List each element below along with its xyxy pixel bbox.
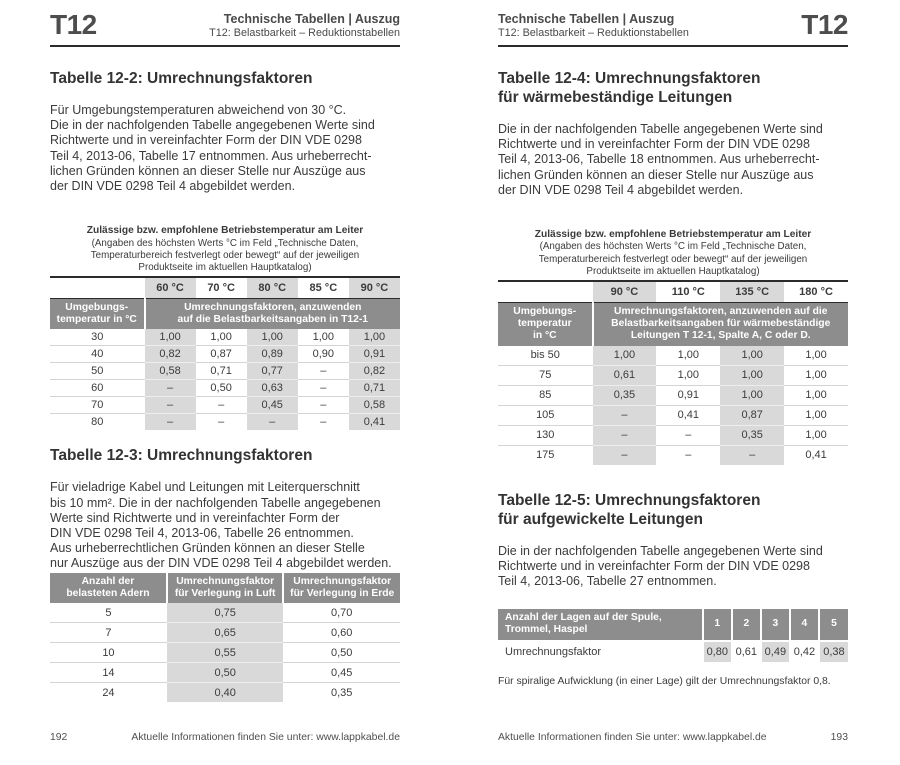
table-cell: 1,00: [720, 365, 784, 385]
table-cell: –: [593, 425, 657, 445]
table-body: [498, 641, 848, 662]
table-cell: 0,87: [196, 346, 247, 363]
table-row: [50, 643, 400, 663]
table-caption-bold: Zulässige bzw. empfohlene Betriebstemperatur am Leiter: [534, 229, 812, 241]
table-cell: 60: [50, 380, 145, 397]
table-caption-detail: (Angaben des höchsten Werts °C im Feld „Technische Daten, Temperaturbereich festverlegt oder bewegt“ auf der jeweiligen Produktseite im aktuellen Hauptkatalog): [538, 241, 808, 278]
table-cell: –: [298, 363, 349, 380]
section-body: Für Umgebungstemperaturen abweichend von 30 °C. Die in der nachfolgenden Tabelle angegebenen Werte sind Richtwerte und in vereinfachter Form der DIN VDE 0298 Teil 4, 2013-06, Tabelle 17 entnommen. Aus urheberrecht- lichen Gründen können an dieser Stelle nur Auszüge aus der DIN VDE 0298 Teil 4 abgebildet werden.: [50, 103, 375, 194]
table-cell: 0,65: [167, 623, 284, 643]
table-cell: 0,40: [167, 683, 284, 703]
table-cell: [50, 277, 145, 299]
table-body: [498, 346, 848, 465]
table-cell: 1,00: [784, 405, 848, 425]
table-cell: 175: [498, 445, 593, 465]
page-number: 193: [830, 732, 848, 743]
table-row: [50, 683, 400, 703]
table-cell: 70 °C: [196, 277, 247, 299]
page-footer: [498, 732, 848, 743]
section-table-12-3: [50, 446, 400, 702]
page-header: [498, 0, 848, 47]
column-header: Umrechnungsfaktor für Verlegung in Luft: [167, 573, 284, 604]
page-number: 192: [50, 732, 68, 743]
section-title: Tabelle 12-3: Umrechnungsfaktoren: [50, 447, 313, 465]
table-cell: 0,60: [283, 623, 400, 643]
table-cell: –: [247, 414, 298, 431]
table-cell: 80 °C: [247, 277, 298, 299]
table-cell: 0,49: [761, 641, 790, 662]
table-cell: 0,35: [593, 385, 657, 405]
row-header: Anzahl der Lagen auf der Spule, Trommel, Haspel: [498, 609, 703, 641]
table-cell: 0,50: [283, 643, 400, 663]
span-header: Umrechnungsfaktoren, anzuwenden auf die Belastbarkeitsangaben in T12-1: [145, 298, 401, 329]
table-cell: –: [196, 414, 247, 431]
page-right: [450, 0, 900, 765]
table-cell: 0,45: [283, 663, 400, 683]
table-note: Für spiralige Aufwicklung (in einer Lage) gilt der Umrechnungsfaktor 0,8.: [498, 675, 831, 687]
column-header: Umrechnungsfaktor für Verlegung in Erde: [283, 573, 400, 604]
table-cell: 1,00: [677, 349, 700, 362]
section-title: Tabelle 12-2: Umrechnungsfaktoren: [50, 70, 313, 87]
span-header: Umrechnungsfaktoren, anzuwenden auf die Belastbarkeitsangaben für wärmebeständige Leitungen T 12-1, Spalte A, C oder D.: [593, 302, 849, 345]
table-cell: 0,41: [656, 405, 720, 425]
table-head: [498, 281, 848, 346]
table-row: [498, 346, 848, 366]
table-cell: 0,80: [703, 641, 732, 662]
table-row: [50, 663, 400, 683]
table-cell: 60 °C: [145, 277, 196, 299]
table-cell: 1,00: [784, 425, 848, 445]
temperature-header-row: [50, 277, 400, 299]
table-cell: 1,00: [593, 346, 657, 366]
table-row: [50, 623, 400, 643]
table-12-4: [498, 280, 848, 465]
table-cell: bis 50: [530, 349, 560, 362]
header-text: [498, 10, 689, 40]
table-cell: 0,91: [349, 346, 400, 363]
table-cell: –: [298, 380, 349, 397]
table-cell: 1,00: [720, 385, 784, 405]
row-header: Umgebungs- temperatur in °C: [50, 298, 145, 329]
section-table-12-2: [50, 69, 400, 430]
column-header: 4: [790, 609, 819, 641]
header-title: Technische Tabellen | Auszug: [498, 12, 675, 26]
table-cell: 0,61: [732, 641, 761, 662]
table-cell: 80: [50, 414, 145, 431]
table-cell: –: [593, 405, 657, 425]
table-cell: 0,35: [720, 425, 784, 445]
table-cell: –: [145, 380, 196, 397]
table-cell: 0,38: [819, 641, 848, 662]
table-cell: 0,41: [784, 445, 848, 465]
table-cell: 90 °C: [349, 277, 400, 299]
table-cell: 0,89: [247, 346, 298, 363]
table-body: [50, 603, 400, 702]
footer-note: Aktuelle Informationen finden Sie unter: www.lappkabel.de: [498, 732, 767, 743]
table-caption-detail: (Angaben des höchsten Werts °C im Feld „Technische Daten, Temperaturbereich festverlegt oder bewegt“ auf der jeweiligen Produktseite im aktuellen Hauptkatalog): [90, 237, 360, 274]
table-cell: 0,45: [247, 397, 298, 414]
table-cell: 90 °C: [593, 281, 657, 303]
column-header: 3: [761, 609, 790, 641]
table-cell: 1,00: [145, 329, 196, 346]
section-title: Tabelle 12-5: Umrechnungsfaktoren für aufgewickelte Leitungen: [498, 491, 761, 528]
table-cell: –: [196, 397, 247, 414]
table-cell: 1,00: [784, 385, 848, 405]
section-body: Für vieladrige Kabel und Leitungen mit Leiterquerschnitt bis 10 mm². Die in der nachfolgenden Tabelle angegebenen Werte sind Richtwerte und in vereinfachter Form der DIN VDE 0298 Teil 4, 2013-06, Tabelle 26 entnommen. Aus urheberrechtlichen Gründen können an dieser Stelle nur Auszüge aus der DIN VDE 0298 Teil 4 abgebildet werden.: [50, 480, 392, 571]
table-12-5: [498, 609, 848, 662]
page-header: [50, 0, 400, 47]
section-body: Die in der nachfolgenden Tabelle angegebenen Werte sind Richtwerte und in vereinfachter Form der DIN VDE 0298 Teil 4, 2013-06, Tabelle 18 entnommen. Aus urheberrecht- lichen Gründen können an dieser Stelle nur Auszüge aus der DIN VDE 0298 Teil 4 abgebildet werden.: [498, 122, 823, 197]
table-row: [50, 603, 400, 623]
table-cell: 1,00: [349, 329, 400, 346]
table-head: [50, 277, 400, 330]
table-cell: –: [656, 425, 720, 445]
column-header: 1: [703, 609, 732, 641]
table-cell: 70: [50, 397, 145, 414]
table-12-2: [50, 276, 400, 431]
table-cell: 14: [50, 663, 167, 683]
table-row: [498, 445, 848, 465]
table-row: [498, 425, 848, 445]
table-cell: 24: [50, 683, 167, 703]
section-title: Tabelle 12-4: Umrechnungsfaktoren für wärmebeständige Leitungen: [498, 70, 761, 106]
table-cell: 0,41: [349, 414, 400, 431]
table-row: [50, 397, 400, 414]
table-cell: 0,70: [331, 606, 353, 619]
table-cell: 1,00: [784, 365, 848, 385]
section-table-12-5: [498, 491, 848, 688]
table-cell: 0,55: [167, 643, 284, 663]
table-head: [498, 609, 848, 641]
table-row: [50, 414, 400, 431]
table-cell: –: [656, 445, 720, 465]
table-cell: 0,77: [247, 363, 298, 380]
table-cell: 0,87: [720, 405, 784, 425]
table-cell: [498, 281, 593, 303]
table-cell: 0,50: [167, 663, 284, 683]
chapter-code: T12: [801, 9, 848, 40]
table-cell: –: [145, 414, 196, 431]
table-cell: –: [720, 445, 784, 465]
header-subtitle: T12: Belastbarkeit – Reduktionstabellen: [209, 27, 400, 39]
row-header: Umgebungs- temperatur in °C: [498, 302, 593, 345]
section-body: Die in der nachfolgenden Tabelle angegebenen Werte sind Richtwerte und in vereinfachter Form der DIN VDE 0298 Teil 4, 2013-06, Tabelle 27 entnommen.: [498, 543, 823, 588]
column-header: 2: [732, 609, 761, 641]
table-row: [498, 365, 848, 385]
chapter-code: T12: [50, 9, 97, 40]
table-cell: 0,82: [349, 363, 400, 380]
table-cell: 0,75: [167, 603, 284, 623]
table-cell: 105: [498, 405, 593, 425]
table-cell: 130: [498, 425, 593, 445]
column-header-row: [498, 609, 848, 641]
temperature-header-row: [498, 281, 848, 303]
table-row: [50, 346, 400, 363]
table-cell: 1,00: [720, 346, 784, 366]
table-cell: 0,82: [145, 346, 196, 363]
table-row: [498, 641, 848, 662]
table-cell: 1,00: [312, 331, 335, 344]
table-cell: 7: [50, 623, 167, 643]
table-cell: –: [298, 397, 349, 414]
table-body: [50, 329, 400, 430]
table-cell: –: [593, 445, 657, 465]
table-cell: 85 °C: [298, 277, 349, 299]
table-cell: 85: [498, 385, 593, 405]
header-text: [209, 10, 400, 40]
table-caption: [50, 225, 400, 275]
table-row: [50, 380, 400, 397]
table-cell: 50: [50, 363, 145, 380]
table-cell: 0,71: [196, 363, 247, 380]
table-12-3: [50, 573, 400, 703]
table-cell: 0,42: [790, 641, 819, 662]
table-cell: 0,58: [145, 363, 196, 380]
column-header: 5: [819, 609, 848, 641]
footer-note: Aktuelle Informationen finden Sie unter: www.lappkabel.de: [131, 732, 400, 743]
table-cell: 40: [50, 346, 145, 363]
table-cell: 1,00: [210, 331, 232, 344]
table-cell: 1,00: [656, 365, 720, 385]
table-cell: 0,35: [283, 683, 400, 703]
table-caption-bold: Zulässige bzw. empfohlene Betriebstemperatur am Leiter: [86, 225, 364, 237]
table-cell: 0,71: [349, 380, 400, 397]
table-cell: 0,58: [349, 397, 400, 414]
table-cell: –: [298, 414, 349, 431]
header-title: Technische Tabellen | Auszug: [223, 12, 400, 26]
table-cell: 110 °C: [656, 281, 720, 303]
header-subtitle: T12: Belastbarkeit – Reduktionstabellen: [498, 27, 689, 39]
table-cell: Umrechnungsfaktor: [498, 641, 703, 662]
table-cell: 1,00: [805, 349, 827, 362]
table-cell: 5: [105, 606, 112, 619]
column-header-row: [50, 573, 400, 604]
column-header-row: [498, 302, 848, 345]
table-cell: 10: [50, 643, 167, 663]
table-cell: 75: [498, 365, 593, 385]
section-table-12-4: [498, 69, 848, 465]
table-cell: 0,90: [298, 346, 349, 363]
column-header: Anzahl der belasteten Adern: [50, 573, 167, 604]
table-row: [50, 329, 400, 346]
table-caption: [498, 229, 848, 279]
table-cell: 1,00: [247, 329, 298, 346]
table-row: [50, 363, 400, 380]
table-cell: 180 °C: [784, 281, 848, 303]
table-cell: –: [145, 397, 196, 414]
table-row: [498, 405, 848, 425]
table-cell: 30: [91, 331, 104, 344]
table-row: [498, 385, 848, 405]
page-footer: [50, 732, 400, 743]
table-cell: 0,61: [593, 365, 657, 385]
column-header-row: [50, 298, 400, 329]
table-cell: 0,91: [656, 385, 720, 405]
table-cell: 0,63: [247, 380, 298, 397]
table-head: [50, 573, 400, 604]
table-cell: 135 °C: [720, 281, 784, 303]
table-cell: 0,50: [196, 380, 247, 397]
